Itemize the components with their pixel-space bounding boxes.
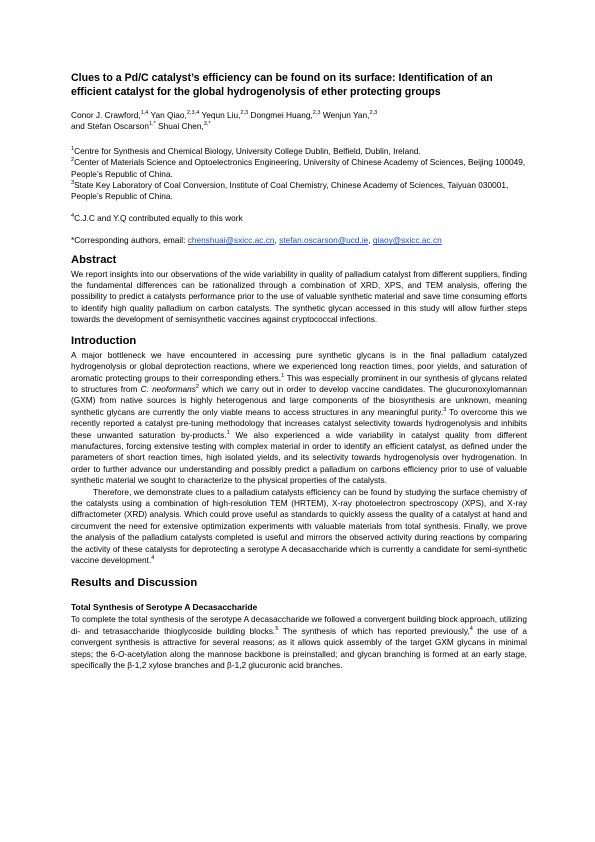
affiliation-1 bbox=[71, 146, 527, 157]
author: Yequn Liu, bbox=[199, 110, 241, 120]
author: Shuai Chen, bbox=[155, 121, 204, 132]
text-run: Therefore, we demonstrate clues to a palladium catalysts efficiency can be found by studying the surface chemistry of the catalysts using a combination of high-resolution TEM (HRTEM), X-ray photoelectron spectroscopy (XPS), and X-ray diffractometer (XRD) analysis. Which could prove useful as standards to quickly assess the quality of a catalyst at hand and circumvent the need for extensive optimization experiments with valuable materials from total synthesis. Finally, we prove the analysis of the palladium catalysts completed is useful and mirrors the observed activity during reactions by comparing the activity of these catalysts for deprotecting a serotype A decasaccharide which is currently a candidate for semi-synthetic vaccine development. bbox=[71, 486, 527, 565]
corresponding-authors: *Corresponding authors, email: chenshuai@sxicc.ac.cn, stefan.oscarson@ucd.ie, qiaoy@sxicc.ac.cn bbox=[71, 235, 442, 246]
email-link[interactable]: qiaoy@sxicc.ac.cn bbox=[372, 235, 442, 246]
affiliation-sup: 1 bbox=[71, 146, 75, 153]
affiliation-text: State Key Laboratory of Coal Conversion, Institute of Coal Chemistry, Chinese Academy of Sciences, Taiyuan 030001, People’s Republic of China. bbox=[71, 180, 509, 202]
author-sup: 2,3,4 bbox=[186, 110, 200, 117]
author: and Stefan Oscarson bbox=[71, 121, 149, 132]
introduction-paragraph-2 bbox=[71, 487, 527, 567]
affiliation-text: Centre for Synthesis and Chemical Biology, University College Dublin, Belfield, Dublin, Ireland. bbox=[74, 145, 421, 156]
author: Wenjun Yan, bbox=[320, 110, 370, 120]
email-link[interactable]: chenshuai@sxicc.ac.cn bbox=[187, 235, 275, 246]
author-sup: 1,* bbox=[148, 121, 156, 128]
citation-sup: 4 bbox=[469, 626, 473, 633]
citation-sup: 1 bbox=[226, 429, 230, 436]
results-subheading: Total Synthesis of Serotype A Decasaccharide bbox=[71, 602, 258, 613]
author: Conor J. Crawford, bbox=[71, 110, 141, 120]
text-run: which we carry out in order to develop vaccine candidates. The glucuronoxylomannan (GXM) from native sources is highly heterogenous and large components of the biosynthesis are unknown, meaning synthetic glycans are currently the only viable means to access structures in any meaningful purity. bbox=[71, 383, 527, 417]
affiliation-2 bbox=[71, 157, 527, 180]
citation-sup: 1 bbox=[281, 372, 285, 379]
note-text: C.J.C and Y.Q contributed equally to this work bbox=[74, 212, 243, 223]
author: Dongmei Huang, bbox=[248, 110, 313, 120]
text-run: We also experienced a wide variability in catalyst quality from different manufactures, forcing extensive testing with complex material in order to identify an efficient catalyst, as defined under the parameters of short reaction times, high isolated yields, and its selectivity towards hydrogenolysis over hydrogenation. In order to further advance our understanding and possibly predict a palladium on carbons efficiency prior to use of valuable synthetic material we sought to characterize to the physical properties of the catalysts. bbox=[71, 429, 527, 486]
citation-sup: 2 bbox=[195, 384, 200, 391]
citation-sup: 4 bbox=[151, 555, 155, 562]
affiliation-sup: 3 bbox=[71, 180, 75, 187]
italic-run: O bbox=[118, 648, 125, 659]
corresponding-label: *Corresponding authors, email: bbox=[71, 235, 188, 246]
text-run: The synthesis of which has reported previously, bbox=[278, 625, 470, 636]
author-sup: 2,3 bbox=[240, 110, 249, 117]
citation-sup: 5 bbox=[275, 626, 279, 633]
paper-page bbox=[71, 71, 527, 671]
text-run: To complete the total synthesis of the serotype A decasaccharide we followed a convergent building block approach, utilizing di- and tetrasaccharide thioglycoside building blocks. bbox=[71, 614, 527, 636]
author-list bbox=[71, 110, 527, 133]
introduction-heading: Introduction bbox=[71, 334, 137, 347]
results-paragraph bbox=[71, 614, 527, 671]
introduction-paragraph-1 bbox=[71, 350, 527, 487]
text-run: This was especially prominent in our synthesis of glycans related to structures from bbox=[71, 372, 527, 394]
email-link[interactable]: stefan.oscarson@ucd.ie bbox=[279, 235, 369, 246]
text-run: A major bottleneck we have encountered in accessing pure synthetic glycans is in the final palladium catalyzed hydrogenolysis or global deprotection reactions, where we experienced long reaction times, poor yields, and saturation of aromatic protecting groups to their corresponding ethers. bbox=[71, 349, 527, 383]
affiliation-text: Center of Materials Science and Optoelectronics Engineering, University of Chinese Academy of Sciences, Beijing 100049, People’s Republic of China. bbox=[71, 157, 526, 179]
abstract-text: We report insights into our observations of the wide variability in quality of palladium catalyst from different suppliers, finding the fundamental differences can be rationalized through a combination of XRD, XPS, and TEM analysis, offering the possibility to predict a catalysts performance prior to the use of valuable synthetic material and save time consuming efforts to identify high quality palladium on carbon catalysts. The synthetic glycan accessed in this study will allow further steps towards the development of semisynthetic vaccines against cryptococcal infections. bbox=[71, 268, 527, 325]
author-sup: 1,4 bbox=[140, 110, 149, 117]
author-sup: 3,* bbox=[203, 121, 211, 128]
text-run: -acetylation along the mannose backbone is preinstalled; and glycan branching is formed at an early stage, specifically the β-1,2 xylose branches and β-1,2 glucuronic acid branches. bbox=[71, 648, 527, 671]
paper-title: Clues to a Pd/C catalyst’s efficiency can be found on its surface: Identification of an efficient catalyst for the global hydrogenolysis of ether protecting groups bbox=[71, 72, 493, 98]
affiliation-3 bbox=[71, 180, 527, 203]
note-sup: 4 bbox=[71, 213, 75, 220]
results-heading: Results and Discussion bbox=[71, 577, 198, 590]
equal-contribution-note bbox=[71, 213, 527, 224]
text-run: the use of a convergent synthesis is attractive for several reasons; as it allows quick assembly of the target GXM glycans in minimal steps; the 6- bbox=[71, 625, 527, 659]
citation-sup: 3 bbox=[443, 406, 447, 413]
author-sup: 2,3 bbox=[312, 110, 321, 117]
affiliation-sup: 2 bbox=[71, 157, 75, 164]
text-run: To overcome this we recently reported a catalyst pre-tuning methodology that increases catalyst selectivity towards hydrogenolysis and inhibits these unwanted saturation by-products. bbox=[71, 406, 528, 440]
italic-run: C. neoformans bbox=[140, 383, 196, 394]
author: Yan Qiao, bbox=[148, 110, 187, 120]
abstract-heading: Abstract bbox=[71, 253, 117, 266]
author-sup: 2,3 bbox=[369, 110, 378, 117]
